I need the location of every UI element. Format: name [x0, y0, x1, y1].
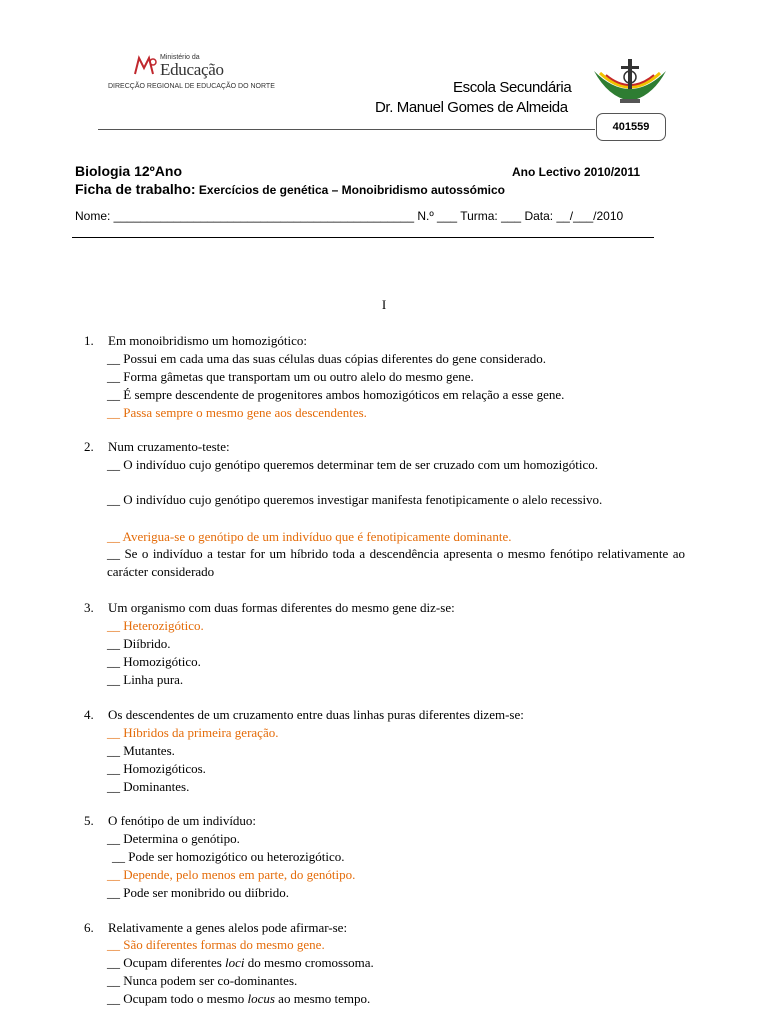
ministry-label: Educação: [160, 60, 224, 79]
question-text: Um organismo com duas formas diferentes do mesmo gene diz-se:: [108, 600, 455, 615]
option-correct: __ Averigua-se o genótipo de um indivíduo que é fenotipicamente dominante.: [107, 529, 512, 544]
option: [107, 991, 685, 1007]
option-text: do mesmo cromossoma.: [244, 955, 374, 970]
question-number: 4.: [84, 707, 94, 722]
school-name-line2: Dr. Manuel Gomes de Almeida: [375, 99, 568, 116]
option-text: __ Ocupam diferentes: [107, 955, 226, 970]
option: __ Diíbrido.: [107, 636, 171, 651]
option: __ Pode ser monibrido ou diíbrido.: [107, 885, 289, 900]
option-correct: __ Depende, pelo menos em parte, do genótipo.: [107, 867, 356, 882]
option: __ Linha pura.: [107, 672, 184, 687]
option-text: ao mesmo tempo.: [274, 991, 371, 1006]
question-text: O fenótipo de um indivíduo:: [108, 813, 257, 828]
section-heading: I: [381, 297, 387, 312]
school-code-badge: 401559: [596, 113, 666, 141]
option-correct: __ Passa sempre o mesmo gene aos descendentes.: [107, 405, 367, 420]
ministry-label-small: Ministério da: [160, 54, 200, 61]
question-number: 2.: [84, 439, 94, 454]
option: __ Se o indivíduo a testar for um híbrido toda a descendência apresenta o mesmo fenótipo relativamente ao carácter considerado: [107, 546, 685, 579]
school-name-line1: Escola Secundária: [453, 79, 572, 96]
option-term: locus: [247, 991, 275, 1006]
school-year: Ano Lectivo 2010/2011: [512, 165, 641, 179]
option: __ Forma gâmetas que transportam um ou outro alelo do mesmo gene.: [107, 369, 474, 384]
option: [107, 955, 685, 971]
option-correct: __ Heterozigótico.: [107, 618, 204, 633]
question-text: Os descendentes de um cruzamento entre duas linhas puras diferentes dizem-se:: [108, 707, 524, 722]
question-text: Em monoibridismo um homozigótico:: [108, 333, 307, 348]
worksheet-subject: Exercícios de genética – Monoibridismo autossómico: [195, 183, 505, 197]
question-number: 1.: [84, 333, 94, 348]
question-number: 3.: [84, 600, 94, 615]
question-text: Relativamente a genes alelos pode afirmar-se:: [108, 920, 348, 935]
school-seal-icon: [590, 57, 670, 107]
option: __ Determina o genótipo.: [107, 831, 240, 846]
option: __ Homozigóticos.: [107, 761, 206, 776]
option: __ O indivíduo cujo genótipo queremos investigar manifesta fenotipicamente o alelo recessivo.: [107, 492, 603, 507]
option: __ O indivíduo cujo genótipo queremos determinar tem de ser cruzado com um homozigótico.: [107, 457, 598, 472]
worksheet-label: Ficha de trabalho:: [75, 181, 196, 197]
option-correct: __ São diferentes formas do mesmo gene.: [107, 937, 325, 952]
option: __ Homozigótico.: [107, 654, 201, 669]
option: __ Nunca podem ser co-dominantes.: [107, 973, 298, 988]
question-number: 6.: [84, 920, 94, 935]
header-divider: [98, 129, 595, 130]
option: __ Pode ser homozigótico ou heterozigótico.: [112, 849, 345, 864]
option: __ Possui em cada uma das suas células duas cópias diferentes do gene considerado.: [107, 351, 546, 366]
info-divider: [72, 237, 654, 238]
option: __ Dominantes.: [107, 779, 190, 794]
question-number: 5.: [84, 813, 94, 828]
option-correct: __ Híbridos da primeira geração.: [107, 725, 279, 740]
option-text: __ Ocupam todo o mesmo: [107, 991, 248, 1006]
student-info-line: Nome: _____________________________________________ N.º ___ Turma: ___ Data: __/___/2010: [75, 209, 624, 223]
option-term: loci: [225, 955, 245, 970]
regional-direction-label: DIRECÇÃO REGIONAL DE EDUCAÇÃO DO NORTE: [108, 83, 275, 90]
ministry-logo-icon: [133, 54, 157, 78]
option: __ Mutantes.: [107, 743, 175, 758]
question-text: Num cruzamento-teste:: [108, 439, 230, 454]
option: __ É sempre descendente de progenitores ambos homozigóticos em relação a esse gene.: [107, 387, 565, 402]
course-title: Biologia 12ºAno: [75, 163, 183, 179]
worksheet-title: [75, 181, 505, 197]
